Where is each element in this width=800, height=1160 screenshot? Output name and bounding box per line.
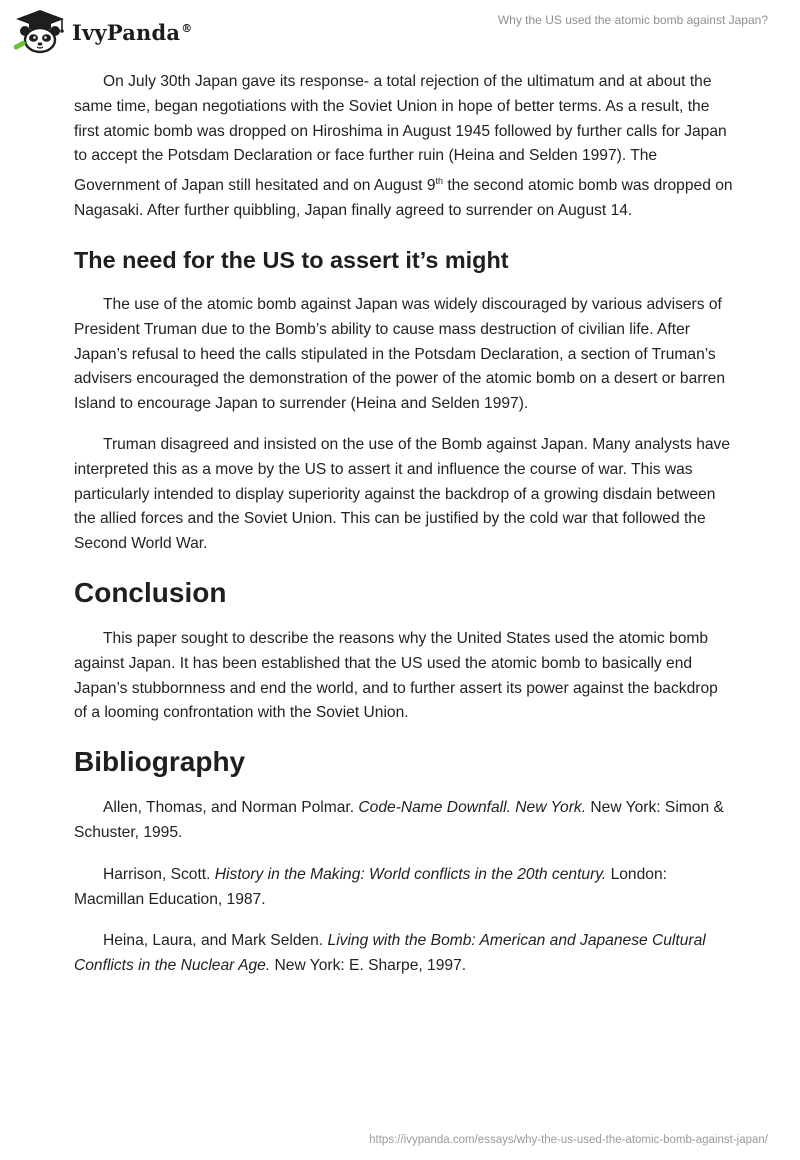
- essay-content: [74, 70, 734, 996]
- panda-graduate-icon: [12, 8, 68, 54]
- conclusion-heading: Conclusion: [74, 576, 227, 608]
- brand-name: IvyPanda®: [72, 19, 193, 45]
- conclusion-paragraph: This paper sought to describe the reasons why the United States used the atomic bomb against Japan. It has been established that the US used the atomic bomb to basically end Japan’s stubbornness and end the world, and to further assert its power against the backdrop of a looming confrontation with the Soviet Union.: [74, 629, 718, 722]
- ivypanda-logo[interactable]: [12, 8, 192, 54]
- section-paragraph: Truman disagreed and insisted on the use of the Bomb against Japan. Many analysts have interpreted this as a move by the US to assert it and influence the course of war. This was particularly intended to display superiority against the backdrop of a growing disdain between the allied forces and the Soviet Union. This can be justified by the cold war that followed the Second World War.: [74, 435, 731, 553]
- page-header: [0, 0, 800, 64]
- bibliography-entry: Allen, Thomas, and Norman Polmar. Code-Name Downfall. New York. New York: Simon & Schuster, 1995.: [74, 799, 724, 841]
- section-paragraph: The use of the atomic bomb against Japan was widely discouraged by various advisers of President Truman due to the Bomb’s ability to cause mass destruction of civilian life. After Japan’s refusal to heed the calls stipulated in the Potsdam Declaration, a section of Truman’s advisers encouraged the demonstration of the power of the atomic bomb on a desert or barren Island to encourage Japan to surrender (Heina and Selden 1997).: [74, 295, 725, 413]
- document-title: Why the US used the atomic bomb against Japan?: [497, 13, 768, 27]
- bibliography-entry: Harrison, Scott. History in the Making: World conflicts in the 20th century. London: Macmillan Education, 1987.: [74, 865, 667, 908]
- bibliography-list: [74, 796, 734, 979]
- intro-paragraph: On July 30th Japan gave its response- a total rejection of the ultimatum and at about the same time, began negotiations with the Soviet Union in hope of better terms. As a result, the first atomic bomb was dropped on Hiroshima in August 1945 followed by further calls for Japan to accept the Potsdam Declaration or face further ruin (Heina and Selden 1997). The Government of Japan still hesitated and on August 9th the second atomic bomb was dropped on Nagasaki. After further quibbling, Japan finally agreed to surrender on August 14.: [74, 73, 733, 220]
- bibliography-entry: Heina, Laura, and Mark Selden. Living with the Bomb: American and Japanese Cultural Conflicts in the Nuclear Age. New York: E. Sharpe, 1997.: [74, 932, 706, 975]
- bibliography-heading: Bibliography: [74, 746, 246, 778]
- source-url[interactable]: https://ivypanda.com/essays/why-the-us-used-the-atomic-bomb-against-japan/: [369, 1134, 768, 1146]
- section-heading: The need for the US to assert it’s might: [74, 246, 509, 273]
